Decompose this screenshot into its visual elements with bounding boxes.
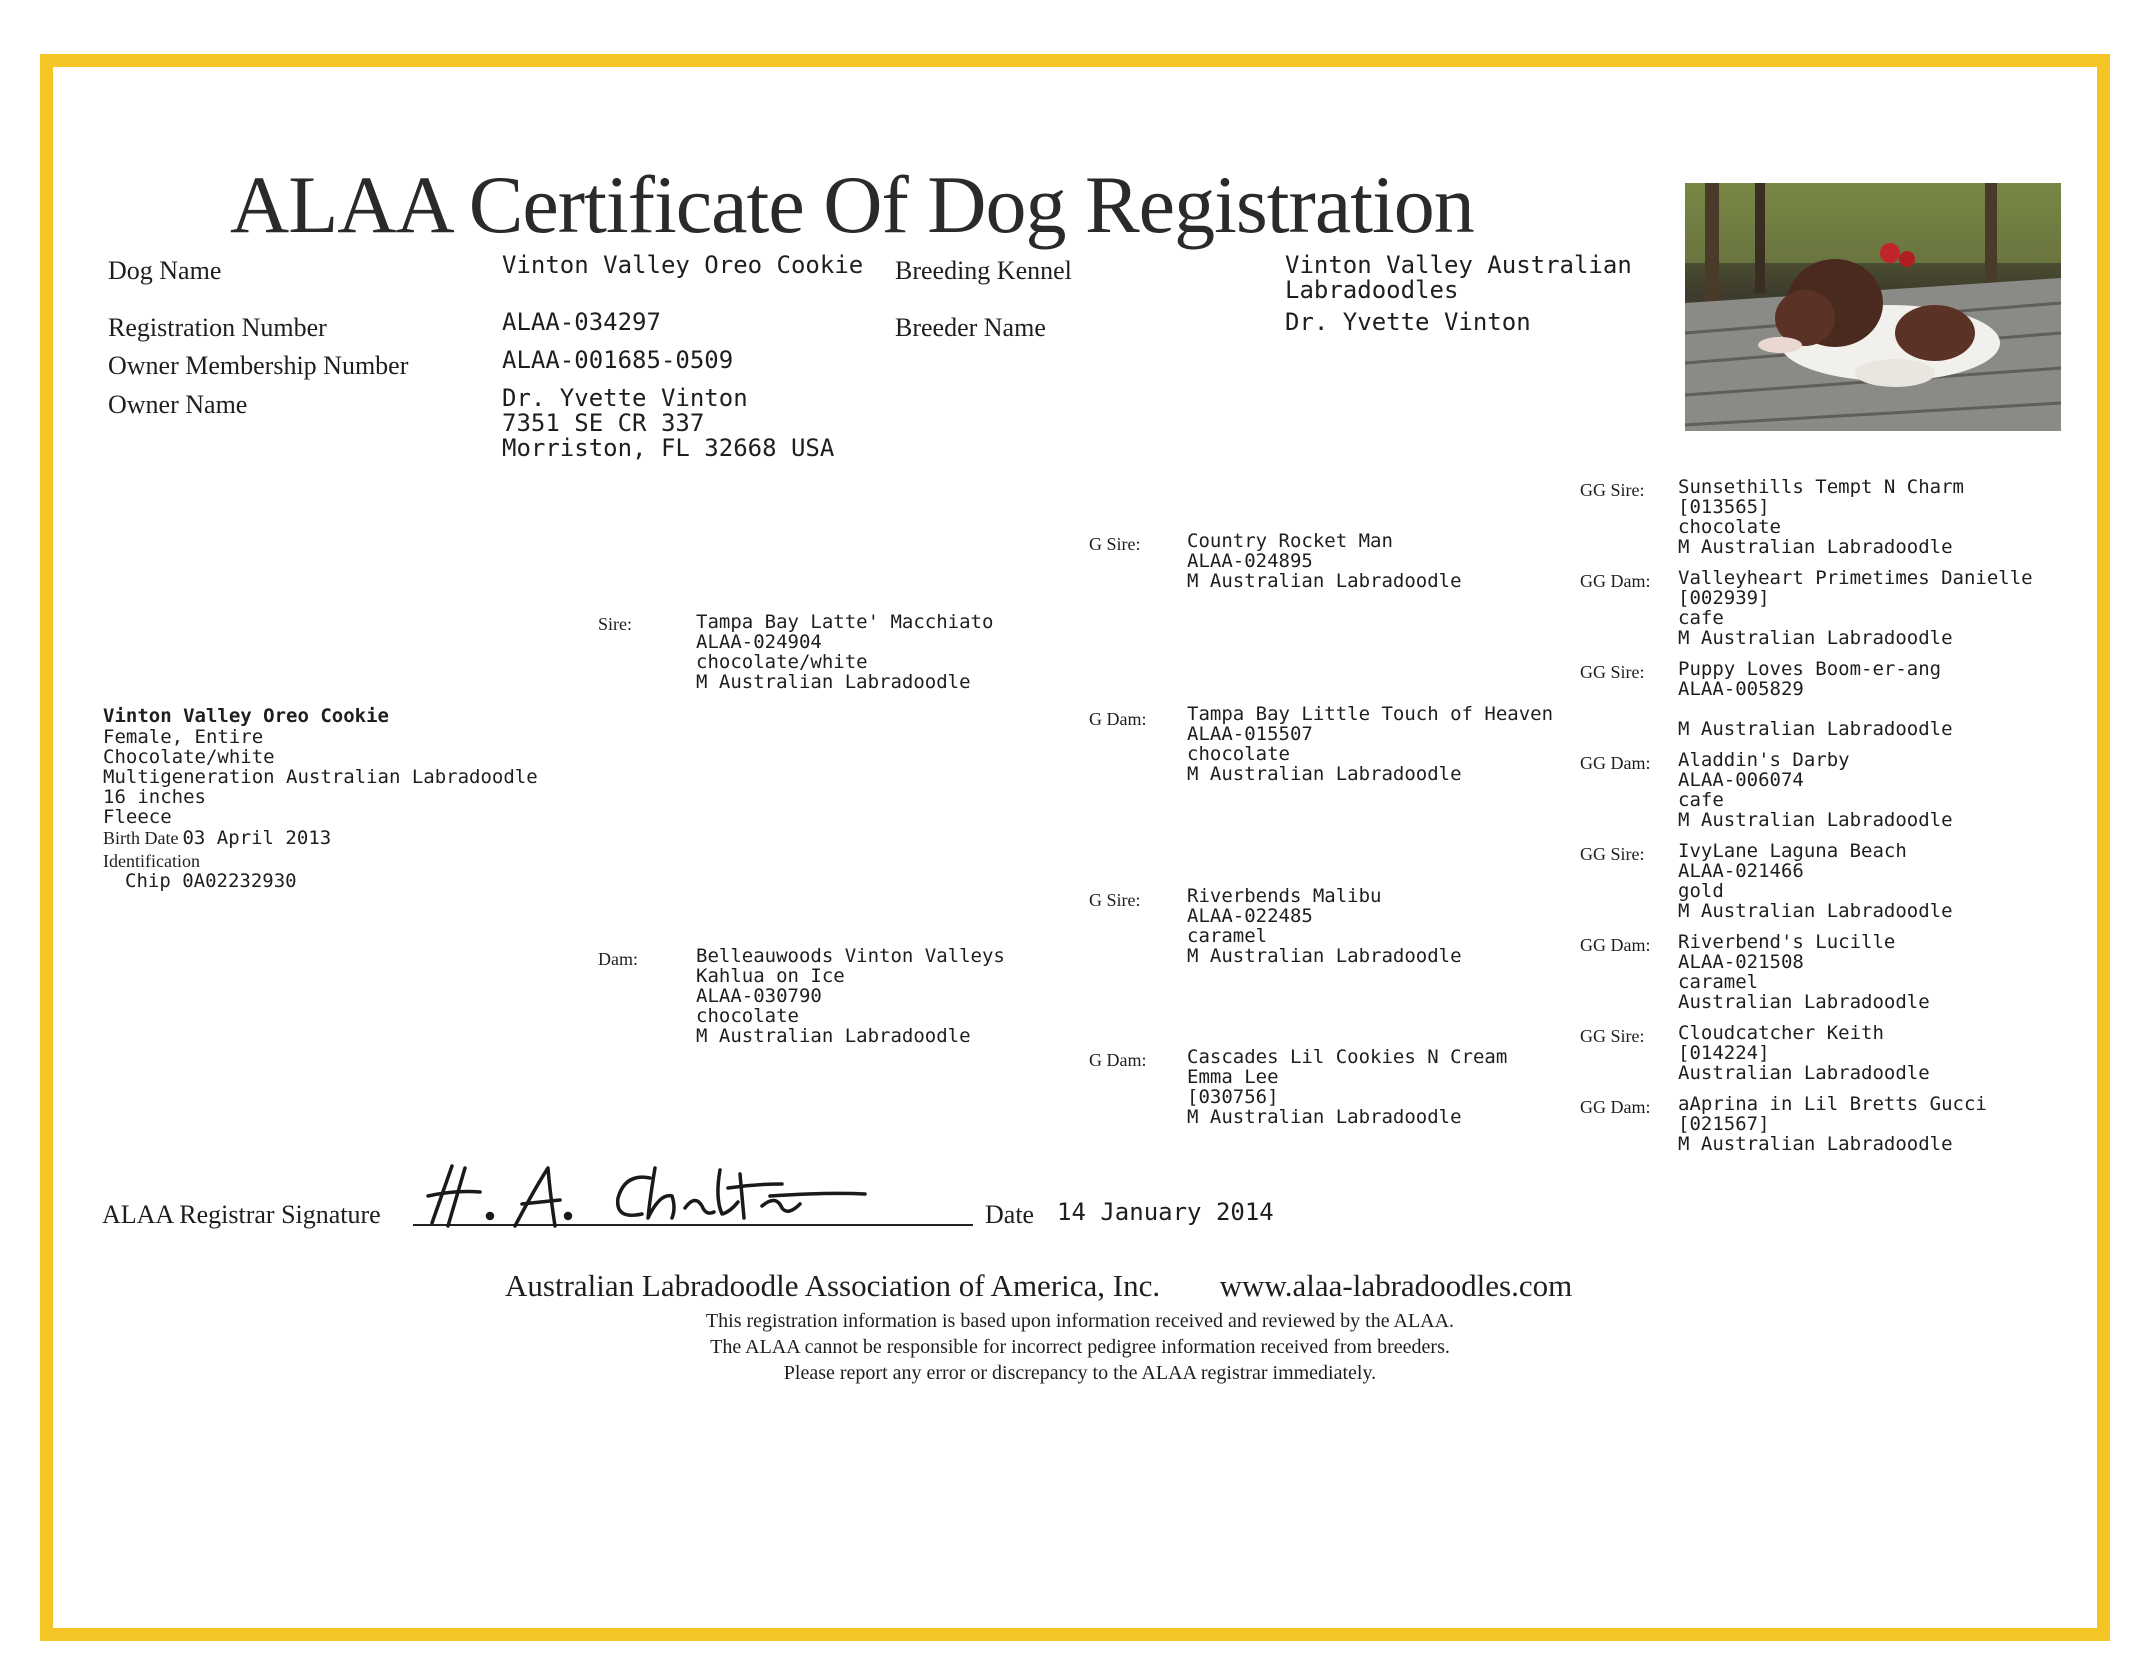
gg-sire-entry <box>1678 477 1964 557</box>
registrar-signature-label: ALAA Registrar Signature <box>102 1200 381 1229</box>
dog-name-label: Dog Name <box>108 256 222 285</box>
g-line: ALAA-024895 <box>1187 550 1313 572</box>
g-line: Cascades Lil Cookies N Cream <box>1187 1046 1508 1068</box>
gg-line: caramel <box>1678 971 1759 993</box>
gg-line: ALAA-021466 <box>1678 860 1804 882</box>
gg-line: chocolate <box>1678 516 1781 538</box>
dog-height: 16 inches <box>103 786 206 808</box>
gg-dam-entry <box>1678 1094 1987 1154</box>
g-line: ALAA-015507 <box>1187 723 1313 745</box>
owner-membership-label: Owner Membership Number <box>108 351 409 380</box>
gg-sire-entry <box>1678 659 1953 739</box>
registration-number-label: Registration Number <box>108 313 327 342</box>
gg-line: M Australian Labradoodle <box>1678 809 1953 831</box>
gg-line: Aladdin's Darby <box>1678 749 1850 771</box>
g-sire-entry <box>1187 886 1462 966</box>
sire-label: Sire: <box>598 614 632 634</box>
g-dam-label: G Dam: <box>1089 709 1147 729</box>
gg-line: Sunsethills Tempt N Charm <box>1678 476 1964 498</box>
sire-line: Tampa Bay Latte' Macchiato <box>696 611 994 633</box>
registrar-signature <box>410 1148 880 1238</box>
gg-line: [002939] <box>1678 587 1770 609</box>
g-dam-label: G Dam: <box>1089 1050 1147 1070</box>
gg-line: ALAA-005829 <box>1678 678 1804 700</box>
gg-line: [014224] <box>1678 1042 1770 1064</box>
footer-line-1: This registration information is based upon information received and reviewed by the ALAA. <box>705 1310 1455 1332</box>
registration-number-value: ALAA-034297 <box>502 308 661 336</box>
gg-sire-label: GG Sire: <box>1580 1026 1645 1046</box>
gg-line: M Australian Labradoodle <box>1678 718 1953 740</box>
dog-coat: Fleece <box>103 806 172 828</box>
gg-sire-entry <box>1678 841 1953 921</box>
gg-line: [013565] <box>1678 496 1770 518</box>
owner-address-line: Dr. Yvette Vinton <box>502 384 748 412</box>
dog-breed: Multigeneration Australian Labradoodle <box>103 766 538 788</box>
g-line: ALAA-022485 <box>1187 905 1313 927</box>
gg-line: M Australian Labradoodle <box>1678 1133 1953 1155</box>
gg-dam-label: GG Dam: <box>1580 571 1651 591</box>
g-line: Tampa Bay Little Touch of Heaven <box>1187 703 1554 725</box>
g-line: [030756] <box>1187 1086 1279 1108</box>
g-line: Country Rocket Man <box>1187 530 1393 552</box>
breeder-name-value: Dr. Yvette Vinton <box>1285 308 1531 336</box>
gg-dam-entry <box>1678 750 1953 830</box>
gg-sire-label: GG Sire: <box>1580 844 1645 864</box>
g-line: M Australian Labradoodle <box>1187 945 1462 967</box>
breeding-kennel-value <box>1285 253 1632 303</box>
gg-line: gold <box>1678 880 1724 902</box>
gg-line: cafe <box>1678 607 1724 629</box>
owner-name-value <box>502 386 834 461</box>
g-sire-label: G Sire: <box>1089 534 1141 554</box>
gg-line: [021567] <box>1678 1113 1770 1135</box>
sire-line: chocolate/white <box>696 651 868 673</box>
date-label: Date <box>985 1200 1035 1229</box>
sire-line: ALAA-024904 <box>696 631 822 653</box>
dam-line: M Australian Labradoodle <box>696 1025 971 1047</box>
signature-date: 14 January 2014 <box>1057 1198 1274 1226</box>
dam-line: Kahlua on Ice <box>696 965 845 987</box>
gg-sire-entry <box>1678 1023 1930 1083</box>
gg-line <box>1678 699 1953 719</box>
owner-address-line: Morriston, FL 32668 USA <box>502 434 835 462</box>
gg-dam-entry <box>1678 932 1930 1012</box>
gg-line: Australian Labradoodle <box>1678 1062 1930 1084</box>
dam-line: ALAA-030790 <box>696 985 822 1007</box>
gg-line: M Australian Labradoodle <box>1678 900 1953 922</box>
gg-line: Valleyheart Primetimes Danielle <box>1678 567 2033 589</box>
birth-date-label: Birth Date <box>103 828 179 848</box>
breeding-kennel-line: Vinton Valley Australian <box>1285 251 1632 279</box>
gg-sire-label: GG Sire: <box>1580 480 1645 500</box>
birth-date-row <box>103 827 538 851</box>
gg-line: IvyLane Laguna Beach <box>1678 840 1907 862</box>
certificate-title: ALAA Certificate Of Dog Registration <box>230 159 1474 250</box>
footer-url: www.alaa-labradoodles.com <box>1219 1268 1573 1303</box>
gg-line: Cloudcatcher Keith <box>1678 1022 1884 1044</box>
dam-line: chocolate <box>696 1005 799 1027</box>
gg-dam-label: GG Dam: <box>1580 935 1651 955</box>
gg-line: ALAA-021508 <box>1678 951 1804 973</box>
gg-line: Riverbend's Lucille <box>1678 931 1896 953</box>
g-line: Riverbends Malibu <box>1187 885 1382 907</box>
g-line: caramel <box>1187 925 1268 947</box>
g-dam-entry <box>1187 1047 1507 1127</box>
identification-label: Identification <box>103 851 200 871</box>
birth-date-value: 03 April 2013 <box>182 827 332 849</box>
g-sire-label: G Sire: <box>1089 890 1141 910</box>
gg-line: M Australian Labradoodle <box>1678 627 1953 649</box>
g-line: M Australian Labradoodle <box>1187 570 1462 592</box>
owner-name-label: Owner Name <box>108 390 248 419</box>
dog-color: Chocolate/white <box>103 746 275 768</box>
dam-entry <box>696 946 1005 1046</box>
owner-membership-value: ALAA-001685-0509 <box>502 346 734 374</box>
g-line: Emma Lee <box>1187 1066 1279 1088</box>
breeding-kennel-line: Labradoodles <box>1285 276 1459 304</box>
gg-line: aAprina in Lil Bretts Gucci <box>1678 1093 1987 1115</box>
footer-org-row <box>505 1268 1655 1304</box>
g-line: M Australian Labradoodle <box>1187 763 1462 785</box>
footer-line-3: Please report any error or discrepancy to the ALAA registrar immediately. <box>783 1362 1377 1384</box>
dog-photo <box>1685 183 2061 431</box>
g-line: chocolate <box>1187 743 1290 765</box>
gg-line: cafe <box>1678 789 1724 811</box>
owner-address-line: 7351 SE CR 337 <box>502 409 705 437</box>
chip-number: Chip 0A02232930 <box>125 870 297 892</box>
gg-line: ALAA-006074 <box>1678 769 1804 791</box>
gg-dam-label: GG Dam: <box>1580 753 1651 773</box>
dam-line: Belleauwoods Vinton Valleys <box>696 945 1005 967</box>
gg-line: Puppy Loves Boom-er-ang <box>1678 658 1942 680</box>
gg-line: Australian Labradoodle <box>1678 991 1930 1013</box>
gg-dam-entry <box>1678 568 2033 648</box>
sire-entry <box>696 612 993 692</box>
g-line: M Australian Labradoodle <box>1187 1106 1462 1128</box>
dam-label: Dam: <box>598 949 638 969</box>
dog-sex: Female, Entire <box>103 726 264 748</box>
dog-name-value: Vinton Valley Oreo Cookie <box>502 251 864 279</box>
breeder-name-label: Breeder Name <box>895 313 1046 342</box>
gg-sire-label: GG Sire: <box>1580 662 1645 682</box>
dog-summary <box>103 706 538 891</box>
dog-summary-name: Vinton Valley Oreo Cookie <box>103 705 389 727</box>
gg-line: M Australian Labradoodle <box>1678 536 1953 558</box>
gg-dam-label: GG Dam: <box>1580 1097 1651 1117</box>
footer-line-2: The ALAA cannot be responsible for incorrect pedigree information received from breeders. <box>710 1336 1450 1358</box>
sire-line: M Australian Labradoodle <box>696 671 971 693</box>
footer-org: Australian Labradoodle Association of America, Inc. <box>505 1268 1161 1303</box>
g-dam-entry <box>1187 704 1553 784</box>
g-sire-entry <box>1187 531 1462 591</box>
breeding-kennel-label: Breeding Kennel <box>895 256 1072 285</box>
